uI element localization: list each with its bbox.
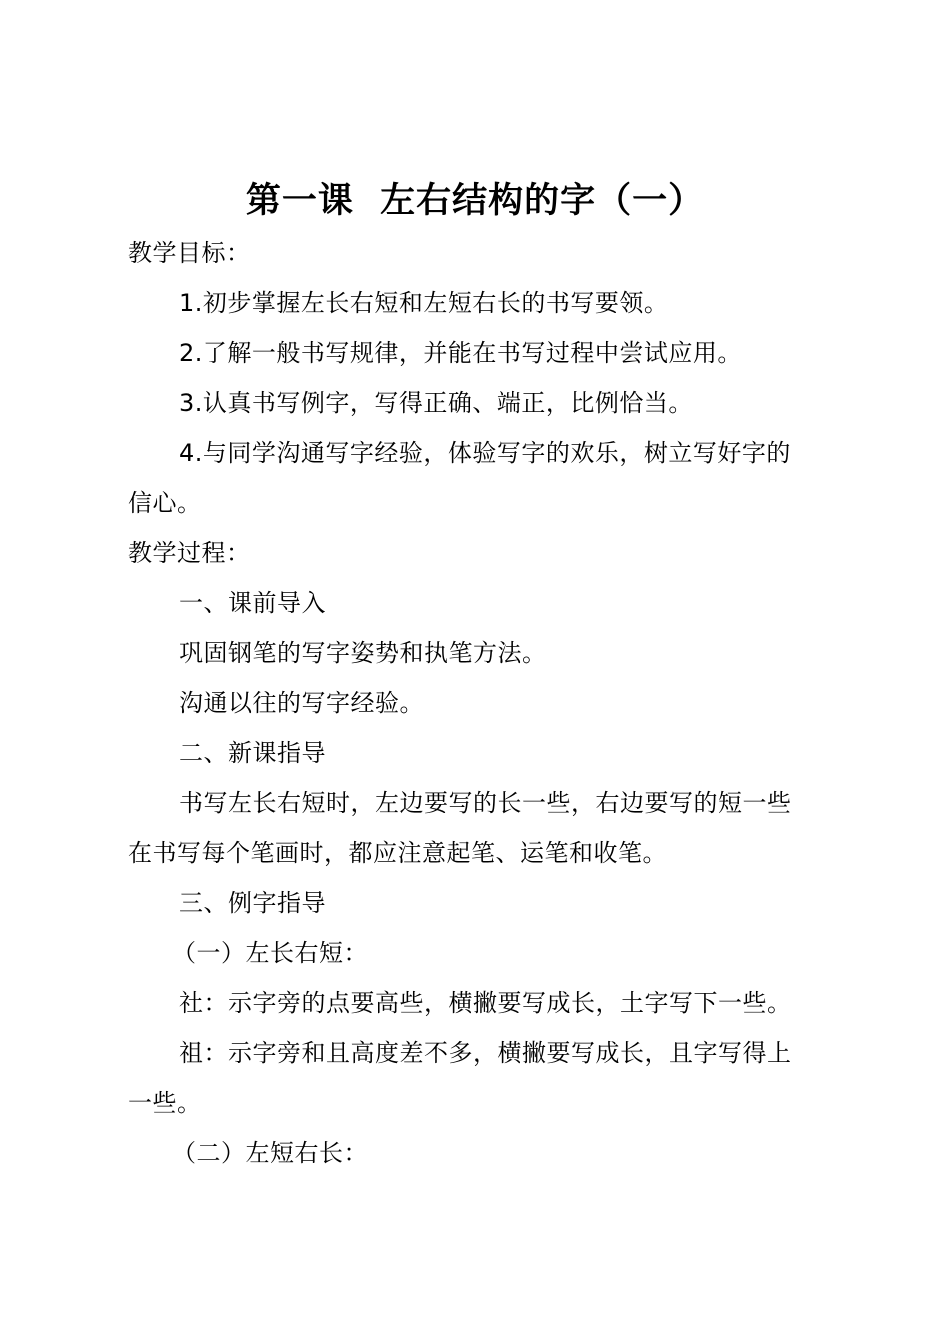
example-character-line-continued: 一些。 <box>128 1089 202 1117</box>
process-step-heading-1: 一、课前导入 <box>179 589 326 617</box>
objective-item-3: 3.认真书写例字，写得正确、端正，比例恰当。 <box>179 389 693 417</box>
process-step-heading-2: 二、新课指导 <box>179 739 326 767</box>
subsection-heading-2: （二）左短右长： <box>172 1139 368 1167</box>
paragraph-line: 沟通以往的写字经验。 <box>179 689 424 717</box>
objective-item-4-continued: 信心。 <box>128 489 202 517</box>
subsection-heading-1: （一）左长右短： <box>172 939 368 967</box>
objective-item-4: 4.与同学沟通写字经验，体验写字的欢乐，树立写好字的 <box>179 439 791 467</box>
objective-item-1: 1.初步掌握左长右短和左短右长的书写要领。 <box>179 289 669 317</box>
example-character-line: 社：示字旁的点要高些，横撇要写成长，土字写下一些。 <box>179 989 792 1017</box>
paragraph-line: 书写左长右短时，左边要写的长一些，右边要写的短一些 <box>179 789 792 817</box>
process-step-heading-3: 三、例字指导 <box>179 889 326 917</box>
section-heading-objectives: 教学目标： <box>128 239 251 267</box>
objective-item-2: 2.了解一般书写规律，并能在书写过程中尝试应用。 <box>179 339 742 367</box>
document-title: 第一课 左右结构的字（一） <box>245 180 705 221</box>
example-character-line: 祖：示字旁和且高度差不多，横撇要写成长，且字写得上 <box>179 1039 792 1067</box>
section-heading-process: 教学过程： <box>128 539 251 567</box>
paragraph-line-continued: 在书写每个笔画时，都应注意起笔、运笔和收笔。 <box>128 839 667 867</box>
paragraph-line: 巩固钢笔的写字姿势和执笔方法。 <box>179 639 547 667</box>
